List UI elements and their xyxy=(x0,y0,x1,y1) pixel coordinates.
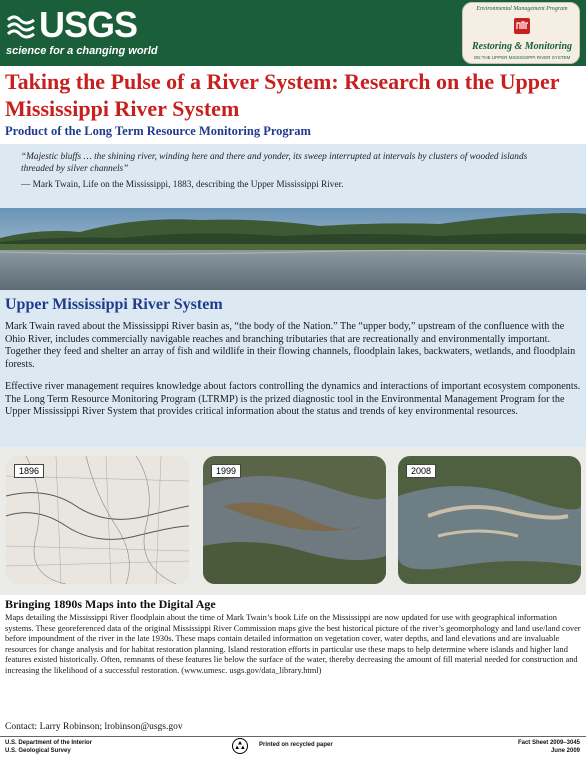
fact-sheet-number: Fact Sheet 2009–3045 xyxy=(517,740,580,746)
header-bar xyxy=(0,0,586,66)
page-title: Taking the Pulse of a River System: Research on the Upper Mississippi River System xyxy=(5,69,560,121)
map-year-label: 1896 xyxy=(14,464,44,478)
map-1896-image xyxy=(6,456,189,584)
map-1999-image xyxy=(203,456,386,584)
emp-badge-arc-text: Environmental Management Program xyxy=(476,6,568,12)
emp-badge-script: Restoring & Monitoring xyxy=(471,41,573,52)
recycle-icon xyxy=(232,738,248,754)
footer-divider xyxy=(0,736,586,737)
twain-quote: “Majestic bluffs … the shining river, winding here and there and yonder, its sweep interrupted at intervals by clusters of wooded islands threaded by silver channels” xyxy=(21,152,528,174)
section-paragraph-2: Effective river management requires knowledge about factors controlling the dynamics and interactions of important ecosystem components. The Long Term Resource Monitoring Program (LTRMP) is the prized diagnostic tool in the Environmental Management Program for the Upper Mississippi River System that provides critical information about the status and trends of key environmental resources. xyxy=(5,381,581,417)
footer-fact-sheet xyxy=(518,740,580,755)
article-body: Maps detailing the Mississippi River floodplain about the time of Mark Twain’s book Life on the Mississippi are now updated for use with geographical information systems. These georeferenced data of the original Mississippi River Commission maps give the best historical picture of the river’s geomorphology and land use/land cover before impoundment of the river in the late 1930s. These maps contain detailed information on vegetation cover, water depths, and land elevations and are invaluable resources for change analysis and for habitat restoration planning. Island restoration efforts in particular use these maps to help determine where islands and higher land features existed historically. Often, remnants of these features lie below the surface of the water, thereby decreasing the amount of fill material needed for construction and increasing the likelihood of a successful restoration. (www.umesc. usgs.gov/data_library.html) xyxy=(5,613,581,675)
section-heading: Upper Mississippi River System xyxy=(5,296,223,313)
usgs-wordmark: USGS xyxy=(39,4,138,45)
usgs-tagline: science for a changing world xyxy=(6,45,158,57)
article-heading: Bringing 1890s Maps into the Digital Age xyxy=(5,597,216,611)
river-bluffs-photo xyxy=(0,208,586,290)
map-2008-image xyxy=(398,456,581,584)
footer-dept-line-2: U.S. Geological Survey xyxy=(5,747,71,754)
quote-attribution: — Mark Twain, Life on the Mississippi, 1883, describing the Upper Mississippi River. xyxy=(21,180,344,190)
emp-program-badge xyxy=(462,2,580,64)
map-year-label: 1999 xyxy=(211,464,241,478)
printed-on-recycled: Printed on recycled paper xyxy=(259,742,333,748)
contact-line: Contact: Larry Robinson; lrobinson@usgs.gov xyxy=(5,722,183,732)
map-year-label: 2008 xyxy=(406,464,436,478)
usgs-wave-icon xyxy=(6,10,36,40)
publication-date: June 2009 xyxy=(550,747,580,754)
footer-agency xyxy=(5,740,92,755)
section-paragraph-1: Mark Twain raved about the Mississippi River basin as, “the body of the Nation.” The “upper body,” upstream of the confluence with the Ohio River, includes commercially navigable reaches and branching tributaries that are recreationally and environmentally important. Together they feed and shelter an array of fish and wildlife in their flowing channels, floodplain lakes, backwaters, wetlands, and floodplain forests. xyxy=(5,321,576,370)
emp-seal-icon xyxy=(513,17,531,35)
footer-dept-line-1: U.S. Department of the Interior xyxy=(5,740,93,746)
page-subtitle: Product of the Long Term Resource Monitoring Program xyxy=(5,124,311,138)
emp-badge-subtext: ON THE UPPER MISSISSIPPI RIVER SYSTEM xyxy=(473,55,571,60)
